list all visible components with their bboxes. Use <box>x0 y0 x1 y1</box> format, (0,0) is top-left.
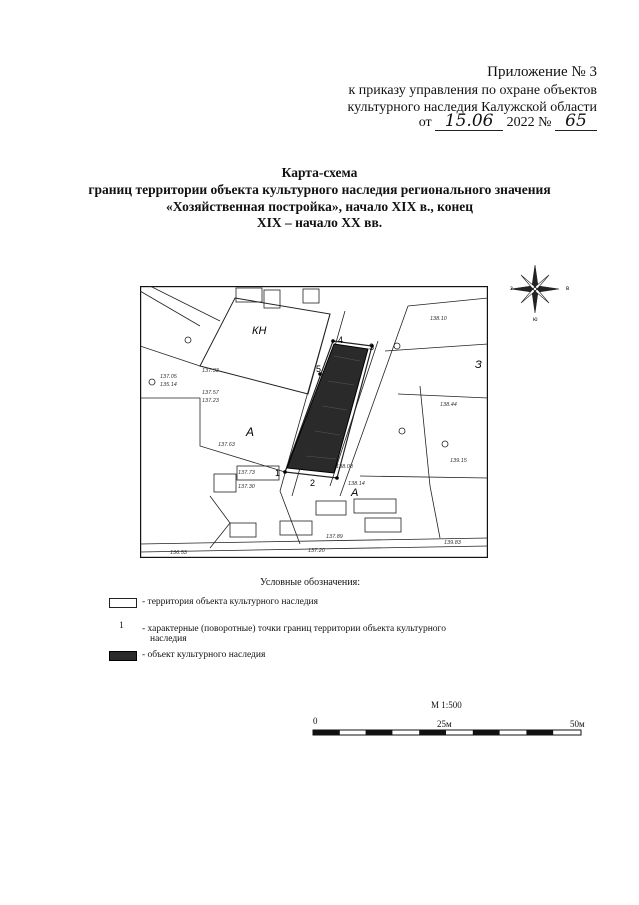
legend-points-symbol: 1 <box>119 621 124 631</box>
elevation-label: 138.44 <box>440 402 457 408</box>
elevation-label: 137.63 <box>218 442 235 448</box>
compass-west-label: з <box>510 286 513 292</box>
scale-tick-50: 50м <box>570 719 585 729</box>
order-year: 2022 № <box>506 115 552 130</box>
doc-subtitle-2: «Хозяйственная постройка», начало XIX в., конец <box>165 199 474 214</box>
doc-title: Карта-схема <box>281 165 358 180</box>
doc-subtitle-3: XIX – начало XX вв. <box>256 215 383 230</box>
date-number-line <box>419 113 597 131</box>
zone-label-kn: КН <box>252 325 267 337</box>
elevation-label: 137.23 <box>202 398 219 404</box>
map-point-label: 2 <box>310 478 316 488</box>
order-date: 15.06 <box>435 113 503 131</box>
map-point-label: 1 <box>275 468 281 478</box>
compass-south-label: ю <box>533 317 538 323</box>
order-line: к приказу управления по охране объектов <box>348 83 597 98</box>
elevation-label: 137.05 <box>160 374 177 380</box>
map-point-label: 5 <box>316 364 322 374</box>
elevation-label: 139.15 <box>450 458 467 464</box>
legend-object-label: - объект культурного наследия <box>142 650 266 660</box>
zone-label-a: А <box>351 487 359 499</box>
map-point-marker <box>335 476 339 480</box>
order-number: 65 <box>555 113 597 131</box>
map-point-label: 4 <box>338 335 344 345</box>
legend-object-swatch <box>109 651 137 661</box>
zone-label-a: А <box>246 425 255 439</box>
elevation-label: 138.08 <box>336 464 353 470</box>
elevation-label: 137.89 <box>326 534 343 540</box>
elevation-label: 138.10 <box>430 316 447 322</box>
scale-label: М 1:500 <box>431 700 462 710</box>
site-map <box>140 286 488 558</box>
legend-points-label: - характерные (поворотные) точки границ территории объекта культурного <box>142 624 446 634</box>
from-label: от <box>418 115 432 130</box>
zone-label-z: З <box>475 359 482 371</box>
map-point-marker <box>283 470 287 474</box>
elevation-label: 138.14 <box>348 481 365 487</box>
elevation-label: 137.57 <box>202 390 219 396</box>
scale-bar <box>312 728 584 738</box>
legend-territory-swatch <box>109 598 137 608</box>
compass-east-label: в <box>566 286 570 292</box>
legend-points-label-cont: наследия <box>150 634 187 644</box>
map-point-label: 3 <box>369 342 375 352</box>
map-point-marker <box>331 339 335 343</box>
scale-tick-25: 25м <box>437 719 452 729</box>
elevation-label: 139.83 <box>444 540 461 546</box>
elevation-label: 137.73 <box>238 470 255 476</box>
scale-tick-0: 0 <box>313 716 318 726</box>
appendix-title: Приложение № 3 <box>487 64 597 80</box>
elevation-label: 137.33 <box>202 368 219 374</box>
elevation-label: 137.20 <box>308 548 325 554</box>
elevation-label: 135.14 <box>160 382 177 388</box>
authority-line: культурного наследия Калужской области <box>347 100 597 115</box>
elevation-label: 136.53 <box>170 550 187 556</box>
legend-territory-label: - территория объекта культурного наследия <box>142 597 318 607</box>
legend-heading: Условные обозначения: <box>260 577 361 588</box>
doc-subtitle-1: границ территории объекта культурного наследия регионального значения <box>88 182 551 197</box>
elevation-label: 137.30 <box>238 484 255 490</box>
